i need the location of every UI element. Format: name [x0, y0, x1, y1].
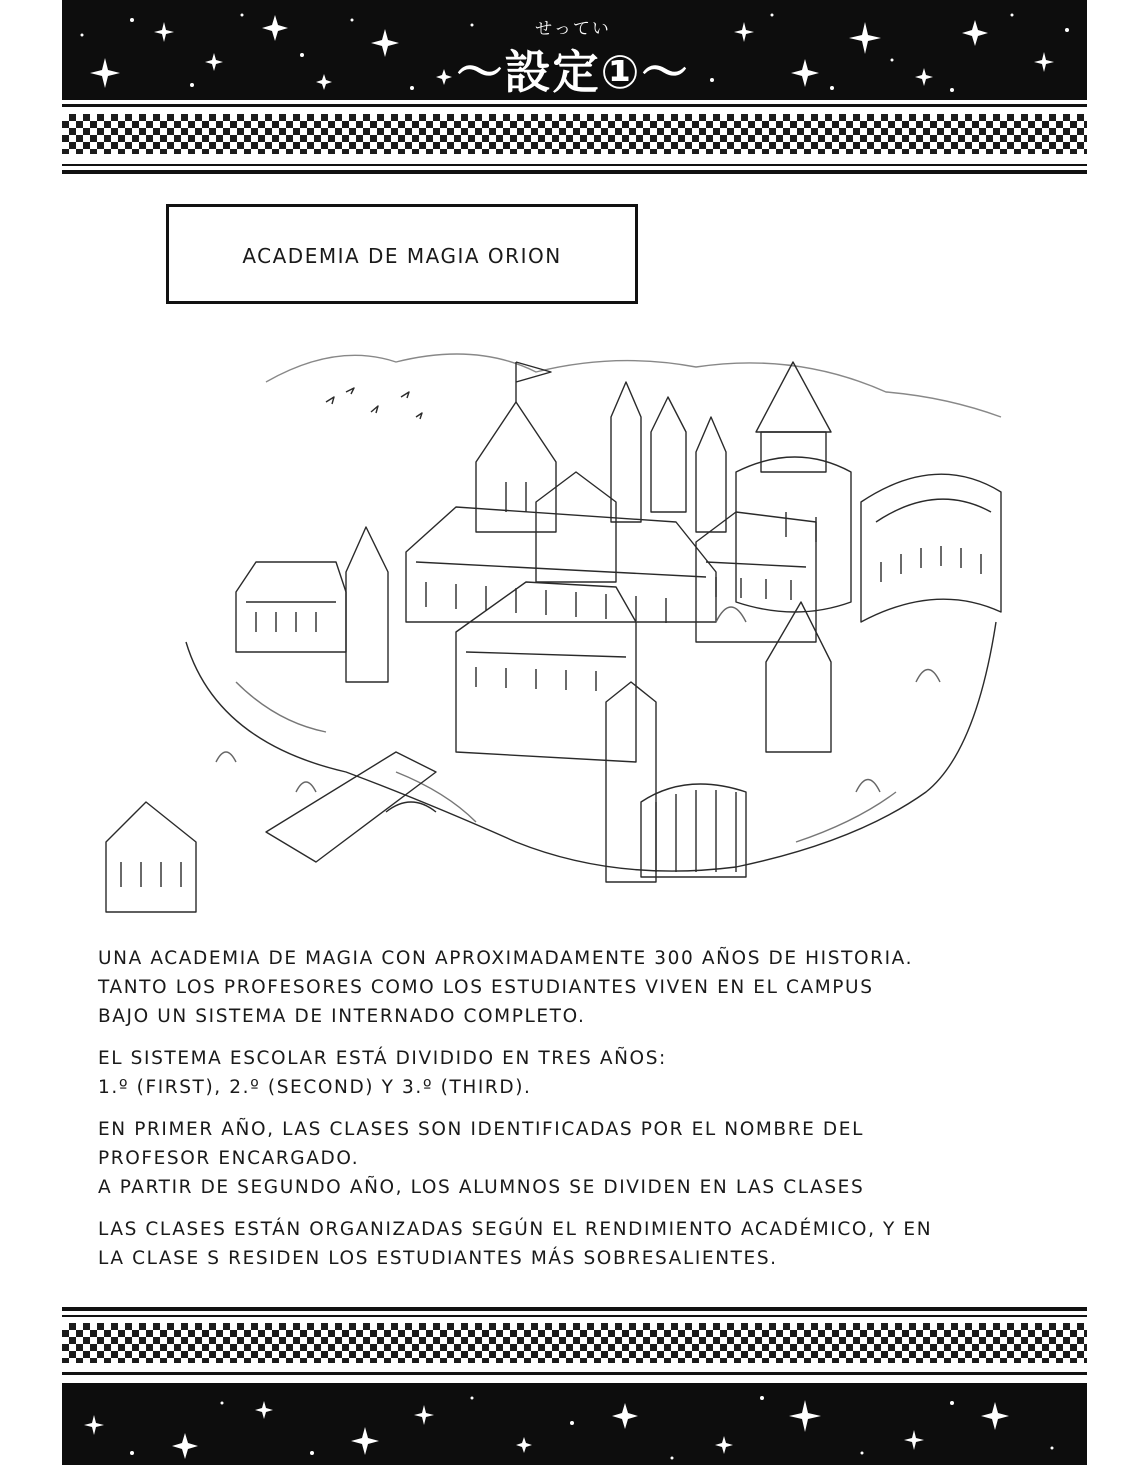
paragraph-line: UNA ACADEMIA DE MAGIA CON APROXIMADAMENTE 300 AÑOS DE HISTORIA. — [98, 948, 914, 969]
sparkles-decoration — [62, 1383, 1087, 1465]
title-furigana: せってい — [535, 19, 611, 39]
page-title: 〜設定①〜 — [456, 45, 690, 99]
paragraph-line: EL SISTEMA ESCOLAR ESTÁ DIVIDIDO EN TRES AÑOS: — [98, 1048, 667, 1069]
heading-box — [166, 204, 638, 304]
paragraph-line: EN PRIMER AÑO, LAS CLASES SON IDENTIFICADAS POR EL NOMBRE DEL — [98, 1119, 864, 1140]
paragraph-line: LAS CLASES ESTÁN ORGANIZADAS SEGÚN EL RENDIMIENTO ACADÉMICO, Y EN — [98, 1219, 933, 1240]
bottom-banner — [62, 1383, 1087, 1465]
paragraph-line: PROFESOR ENCARGADO. — [98, 1148, 360, 1169]
checker-border-top — [62, 114, 1087, 154]
divider — [62, 1315, 1087, 1317]
paragraph-line: A PARTIR DE SEGUNDO AÑO, LOS ALUMNOS SE DIVIDEN EN LAS CLASES — [98, 1177, 865, 1198]
checker-border-bottom — [62, 1323, 1087, 1363]
paragraph-line: 1.º (FIRST), 2.º (SECOND) Y 3.º (THIRD). — [98, 1077, 532, 1098]
divider — [62, 170, 1087, 174]
divider — [62, 164, 1087, 166]
paragraph-line: BAJO UN SISTEMA DE INTERNADO COMPLETO. — [98, 1006, 586, 1027]
paragraph-line: LA CLASE S RESIDEN LOS ESTUDIANTES MÁS SOBRESALIENTES. — [98, 1248, 778, 1269]
heading-title: ACADEMIA DE MAGIA ORION — [242, 244, 562, 268]
divider — [62, 104, 1087, 107]
paragraph-line: TANTO LOS PROFESORES COMO LOS ESTUDIANTES VIVEN EN EL CAMPUS — [98, 977, 874, 998]
divider — [62, 1307, 1087, 1311]
castle-academy-illustration — [96, 322, 1004, 922]
divider — [62, 1372, 1087, 1375]
description-text — [98, 944, 1028, 1273]
